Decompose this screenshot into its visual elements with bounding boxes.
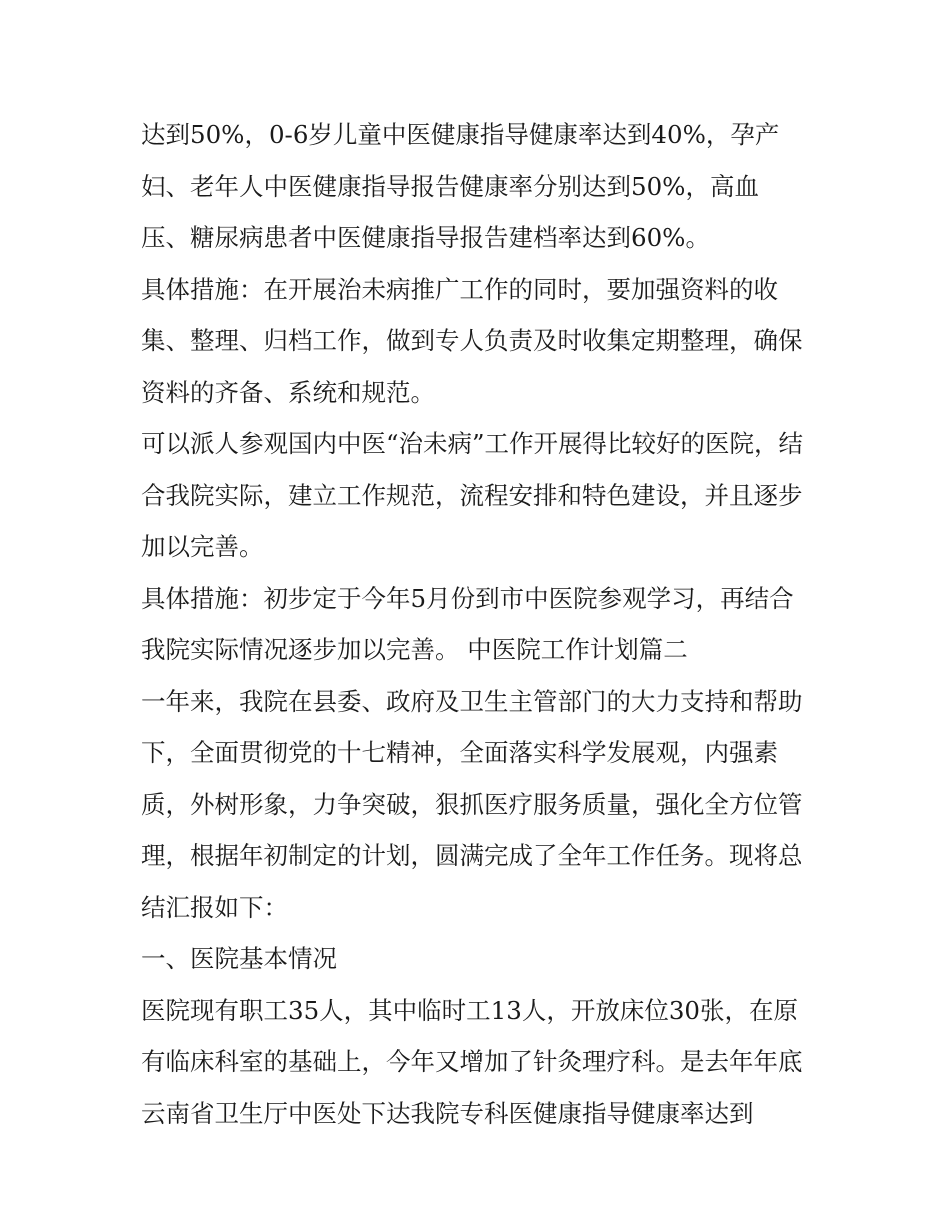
text-line: 医院现有职工35人，其中临时工13人，开放床位30张，在原 — [141, 995, 799, 1025]
text-line: 下，全面贯彻党的十七精神，全面落实科学发展观，内强素 — [141, 738, 778, 767]
text-line: 达到50%，0-6岁儿童中医健康指导健康率达到40%，孕产 — [141, 120, 780, 149]
text-line: 有临床科室的基础上，今年又增加了针灸理疗科。是去年年底 — [141, 1047, 803, 1076]
document-body — [141, 109, 821, 1139]
text-line: 资料的齐备、系统和规范。 — [141, 377, 435, 407]
text-line: 我院实际情况逐步加以完善。 中医院工作计划篇二 — [141, 635, 688, 664]
text-line: 集、整理、归档工作，做到专人负责及时收集定期整理，确保 — [141, 326, 803, 355]
text-line: 一年来，我院在县委、政府及卫生主管部门的大力支持和帮助 — [141, 686, 803, 716]
text-line: 云南省卫生厅中医处下达我院专科医健康指导健康率达到 — [141, 1098, 754, 1128]
text-line: 合我院实际，建立工作规范，流程安排和特色建设，并且逐步 — [141, 480, 803, 510]
text-line: 具体措施：在开展治未病推广工作的同时，要加强资料的收 — [141, 274, 778, 304]
text-line: 可以派人参观国内中医“治未病”工作开展得比较好的医院，结 — [141, 429, 804, 458]
text-line: 压、糖尿病患者中医健康指导报告建档率达到60%。 — [141, 223, 710, 252]
text-line: 质，外树形象，力争突破，狠抓医疗服务质量，强化全方位管 — [141, 789, 803, 819]
text-line: 理，根据年初制定的计划，圆满完成了全年工作任务。现将总 — [141, 841, 803, 870]
text-line: 加以完善。 — [141, 532, 264, 561]
text-line: 妇、老年人中医健康指导报告健康率分别达到50%，高血 — [141, 171, 759, 201]
text-line: 结汇报如下： — [141, 892, 288, 922]
section-heading: 一、医院基本情况 — [141, 944, 337, 973]
text-line: 具体措施：初步定于今年5月份到市中医院参观学习，再结合 — [141, 583, 794, 613]
